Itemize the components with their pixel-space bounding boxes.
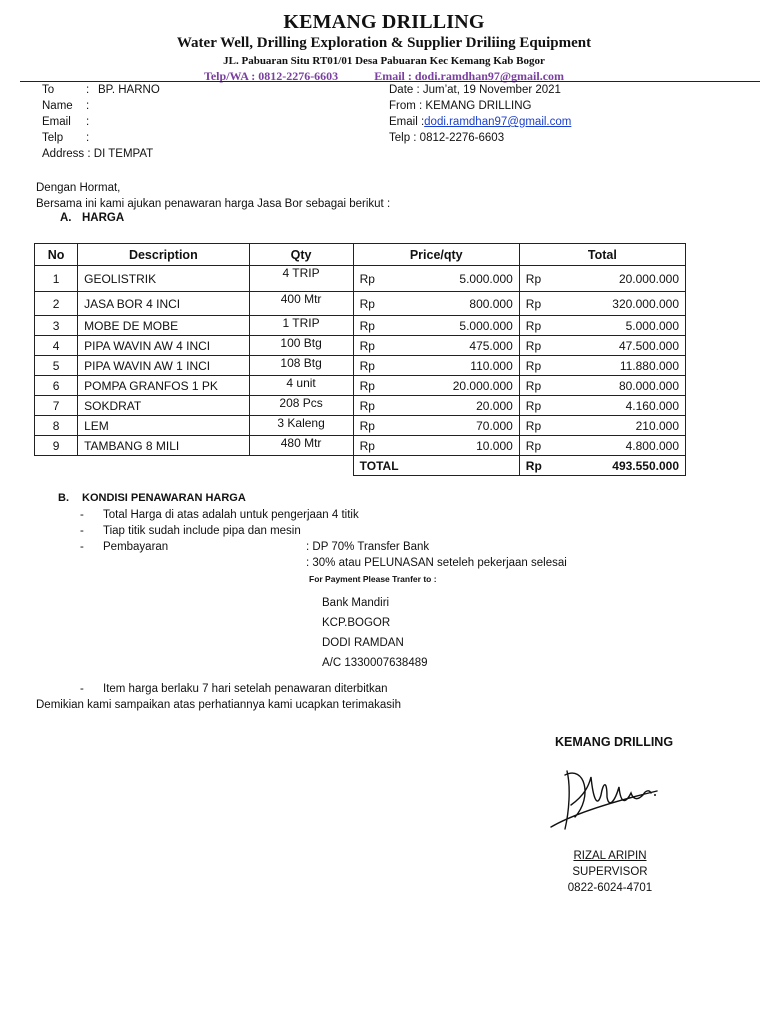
table-header-row [35, 244, 686, 266]
row-description: POMPA GRANFOS 1 PK [78, 376, 249, 396]
grand-total: Rp 493.550.000 [519, 456, 685, 476]
table-row [35, 376, 686, 396]
section-b-heading: B. KONDISI PENAWARAN HARGA [58, 492, 246, 504]
payment-note: For Payment Please Tranfer to : [309, 574, 437, 584]
row-price: Rp 5.000.000 [353, 266, 519, 292]
section-a-heading: A. HARGA [60, 212, 125, 224]
bank-details [322, 593, 428, 673]
row-qty: 208 Pcs [249, 396, 353, 416]
condition-item: - Total Harga di atas adalah untuk pengerjaan 4 titik [80, 509, 359, 521]
company-email: Email : dodi.ramdhan97@gmail.com [374, 69, 565, 83]
row-no: 5 [35, 356, 78, 376]
table-row [35, 316, 686, 336]
sender-from: From : KEMANG DRILLING [389, 100, 532, 112]
recipient-name: Name : [42, 100, 90, 112]
row-price: Rp 70.000 [353, 416, 519, 436]
price-table [34, 243, 686, 476]
signature-company: KEMANG DRILLING [555, 735, 674, 749]
row-qty: 480 Mtr [249, 436, 353, 456]
row-price: Rp 475.000 [353, 336, 519, 356]
header-price: Price/qty [353, 244, 519, 266]
row-no: 1 [35, 266, 78, 292]
letterhead [0, 10, 768, 83]
table-row [35, 396, 686, 416]
row-qty: 108 Btg [249, 356, 353, 376]
bank-name: Bank Mandiri [322, 597, 390, 609]
table-row [35, 356, 686, 376]
sender-email-link[interactable]: dodi.ramdhan97@gmail.com [424, 116, 572, 128]
row-total: Rp 11.880.000 [519, 356, 685, 376]
signer-block [540, 848, 680, 896]
sender-block [389, 82, 729, 146]
table-row [35, 416, 686, 436]
row-qty: 400 Mtr [249, 292, 353, 316]
table-row [35, 292, 686, 316]
signature-image [545, 757, 675, 837]
row-description: PIPA WAVIN AW 1 INCI [78, 356, 249, 376]
total-label: TOTAL [353, 456, 519, 476]
company-tagline: Water Well, Drilling Exploration & Supplier Driliing Equipment [176, 35, 592, 51]
greeting [36, 180, 390, 212]
row-no: 4 [35, 336, 78, 356]
row-qty: 100 Btg [249, 336, 353, 356]
row-no: 3 [35, 316, 78, 336]
row-description: MOBE DE MOBE [78, 316, 249, 336]
company-address: JL. Pabuaran Situ RT01/01 Desa Pabuaran Kec Kemang Kab Bogor [223, 55, 545, 67]
letter-date: Date : Jum’at, 19 November 2021 [389, 84, 561, 96]
signer-name: RIZAL ARIPIN [573, 850, 647, 862]
company-name: KEMANG DRILLING [283, 11, 485, 33]
row-description: GEOLISTRIK [78, 266, 249, 292]
recipient-block [42, 82, 362, 162]
header-description: Description [78, 244, 249, 266]
company-phone: Telp/WA : 0812-2276-6603 [203, 69, 339, 83]
row-price: Rp 20.000 [353, 396, 519, 416]
row-qty: 4 TRIP [249, 266, 353, 292]
row-no: 9 [35, 436, 78, 456]
row-qty: 4 unit [249, 376, 353, 396]
row-description: TAMBANG 8 MILI [78, 436, 249, 456]
recipient-telp: Telp : [42, 132, 90, 144]
row-price: Rp 20.000.000 [353, 376, 519, 396]
sender-email: Email : dodi.ramdhan97@gmail.com [389, 116, 572, 128]
recipient-address: Address : DI TEMPAT [42, 148, 154, 160]
row-price: Rp 110.000 [353, 356, 519, 376]
row-description: LEM [78, 416, 249, 436]
table-row [35, 336, 686, 356]
signer-phone: 0822-6024-4701 [567, 882, 653, 894]
greeting-intro: Bersama ini kami ajukan penawaran harga Jasa Bor sebagai berikut : [36, 198, 391, 210]
account-holder: DODI RAMDAN [322, 637, 404, 649]
row-price: Rp 800.000 [353, 292, 519, 316]
bank-branch: KCP.BOGOR [322, 617, 391, 629]
table-total-row [35, 456, 686, 476]
payment-settlement: : 30% atau PELUNASAN seteleh pekerjaan selesai [306, 557, 567, 569]
recipient-to: To : BP. HARNO [42, 84, 160, 96]
table-row [35, 436, 686, 456]
condition-item: - Tiap titik sudah include pipa dan mesin [80, 525, 301, 537]
greeting-salutation: Dengan Hormat, [36, 182, 121, 194]
condition-item: - Pembayaran [80, 541, 169, 553]
row-total: Rp 80.000.000 [519, 376, 685, 396]
recipient-email: Email : [42, 116, 90, 128]
row-total: Rp 20.000.000 [519, 266, 685, 292]
row-no: 6 [35, 376, 78, 396]
signer-title: SUPERVISOR [572, 866, 648, 878]
header-qty: Qty [249, 244, 353, 266]
row-no: 2 [35, 292, 78, 316]
validity-note: - Item harga berlaku 7 hari setelah penawaran diterbitkan [80, 683, 388, 695]
closing-line: Demikian kami sampaikan atas perhatiannya kami ucapkan terimakasih [36, 699, 401, 711]
account-number: A/C 1330007638489 [322, 657, 428, 669]
sender-telp: Telp : 0812-2276-6603 [389, 132, 505, 144]
row-total: Rp 4.800.000 [519, 436, 685, 456]
row-qty: 3 Kaleng [249, 416, 353, 436]
row-total: Rp 5.000.000 [519, 316, 685, 336]
row-description: JASA BOR 4 INCI [78, 292, 249, 316]
row-price: Rp 10.000 [353, 436, 519, 456]
row-total: Rp 210.000 [519, 416, 685, 436]
payment-dp: : DP 70% Transfer Bank [306, 541, 430, 553]
row-total: Rp 47.500.000 [519, 336, 685, 356]
header-total: Total [519, 244, 685, 266]
table-row [35, 266, 686, 292]
row-no: 8 [35, 416, 78, 436]
row-no: 7 [35, 396, 78, 416]
row-description: PIPA WAVIN AW 4 INCI [78, 336, 249, 356]
row-qty: 1 TRIP [249, 316, 353, 336]
row-description: SOKDRAT [78, 396, 249, 416]
row-total: Rp 4.160.000 [519, 396, 685, 416]
row-total: Rp 320.000.000 [519, 292, 685, 316]
row-price: Rp 5.000.000 [353, 316, 519, 336]
header-no: No [35, 244, 78, 266]
